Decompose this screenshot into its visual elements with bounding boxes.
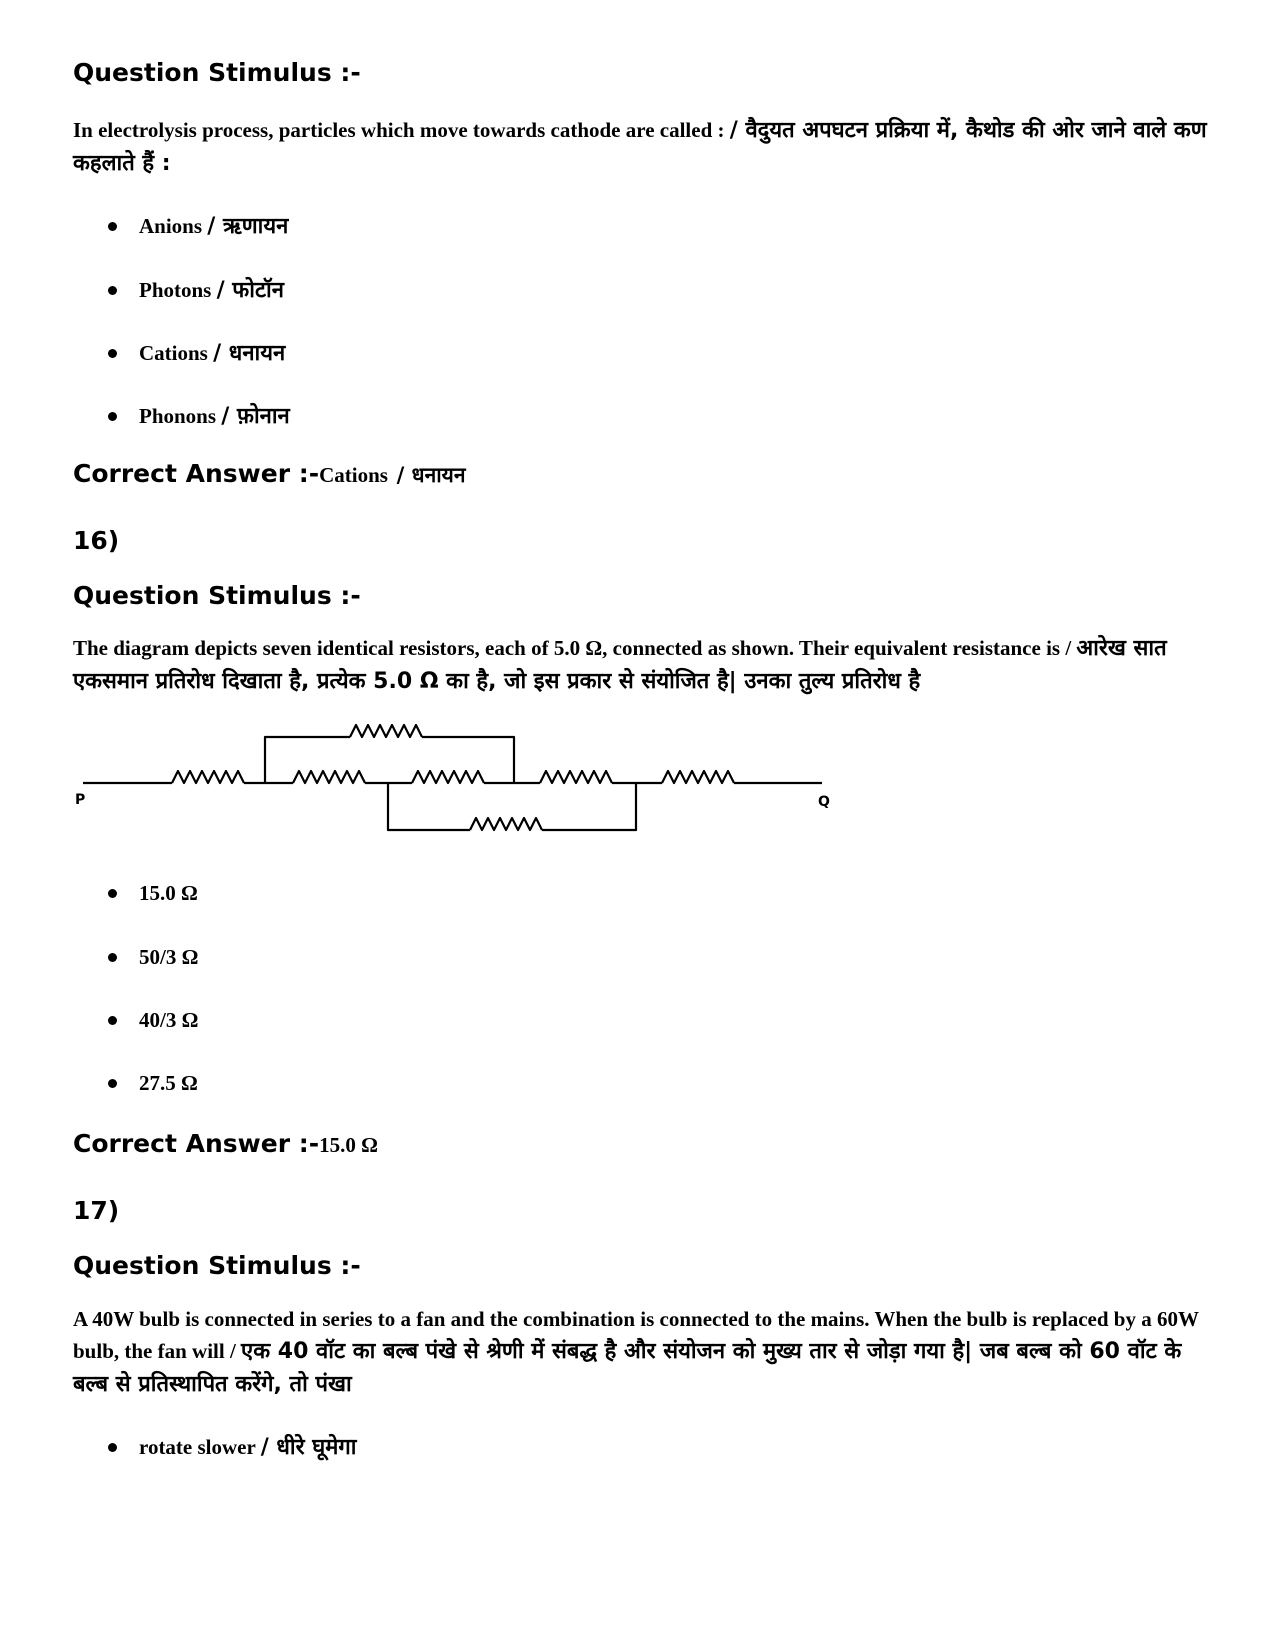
option-item (108, 400, 290, 430)
option-item (108, 1431, 357, 1461)
correct-answer-english: Cations (319, 463, 388, 487)
option-hindi: / फोटॉन (216, 278, 284, 303)
bullet-icon (108, 889, 117, 898)
option-english: 27.5 Ω (139, 1071, 198, 1095)
option-item (108, 1008, 198, 1033)
correct-answer-label: Correct Answer :- (73, 459, 320, 488)
option-item (108, 337, 285, 367)
option-english: rotate slower (139, 1435, 256, 1459)
question-stem-english: In electrolysis process, particles which move towards cathode are called : (73, 118, 730, 142)
bullet-icon (108, 1079, 117, 1088)
option-item (108, 945, 198, 970)
option-english: 50/3 Ω (139, 945, 199, 969)
option-item (108, 881, 198, 906)
question-number: 16) (73, 526, 120, 555)
question-stem (73, 1303, 1223, 1401)
resistor-icon (350, 725, 422, 737)
resistor-circuit-diagram (0, 700, 900, 860)
question-stem-english: The diagram depicts seven identical resistors, each of 5.0 Ω, connected as shown. Their equivalent resistance is / (73, 636, 1077, 660)
bullet-icon (108, 412, 117, 421)
correct-answer (73, 459, 466, 489)
correct-answer-english: 15.0 Ω (319, 1133, 378, 1157)
bullet-icon (108, 1443, 117, 1452)
bullet-icon (108, 1016, 117, 1025)
resistor-icon (293, 771, 365, 783)
resistor-icon (540, 771, 612, 783)
option-hindi: / ऋणायन (207, 214, 289, 239)
resistor-icon (662, 771, 734, 783)
question-number: 17) (73, 1196, 120, 1225)
resistor-icon (470, 818, 542, 830)
option-hindi: / धीरे घूमेगा (260, 1435, 357, 1460)
question-stem-english: A 40W bulb is connected in series to a fan and the combination is connected to the mains. When the bulb is replaced by a 60W bulb, the fan will / (73, 1307, 1199, 1363)
question-stem-hindi: / वैदुयत अपघटन प्रक्रिया में, कैथोड की ओर जाने वाले कण कहलाते हैं : (73, 118, 1207, 176)
question-stem (73, 114, 1223, 180)
bullet-icon (108, 953, 117, 962)
option-item (108, 1071, 198, 1096)
option-english: 15.0 Ω (139, 881, 198, 905)
option-english: 40/3 Ω (139, 1008, 199, 1032)
terminal-label-p: P (75, 792, 86, 808)
question-stem (73, 632, 1223, 698)
option-english: Cations (139, 341, 208, 365)
wire (542, 783, 636, 830)
option-item (108, 210, 288, 240)
terminal-label-q: Q (818, 794, 830, 810)
resistor-icon (412, 771, 484, 783)
correct-answer-label: Correct Answer :- (73, 1129, 320, 1158)
question-stimulus-heading: Question Stimulus :- (73, 58, 361, 87)
correct-answer (73, 1129, 378, 1158)
option-hindi: / धनायन (213, 341, 286, 366)
question-stem-hindi: आरेख सात एकसमान प्रतिरोध दिखाता है, प्रत्येक 5.0 Ω का है, जो इस प्रकार से संयोजित है| उनका तुल्य प्रतिरोध है (73, 636, 1167, 694)
resistor-icon (172, 771, 244, 783)
option-item (108, 274, 284, 304)
bullet-icon (108, 286, 117, 295)
wire (388, 783, 470, 830)
question-stem-hindi: एक 40 वॉट का बल्ब पंखे से श्रेणी में संबद्ध है और संयोजन को मुख्य तार से जोड़ा गया है| जब बल्ब को 60 वॉट के बल्ब से प्रतिस्थापित करेंगे, तो पंखा (73, 1339, 1182, 1397)
bullet-icon (108, 349, 117, 358)
option-english: Anions (139, 214, 203, 238)
question-stimulus-heading: Question Stimulus :- (73, 1251, 361, 1280)
correct-answer-hindi: / धनायन (396, 463, 466, 487)
option-hindi: / फ़ोनान (221, 404, 290, 429)
option-english: Photons (139, 278, 212, 302)
bullet-icon (108, 222, 117, 231)
option-english: Phonons (139, 404, 217, 428)
question-stimulus-heading: Question Stimulus :- (73, 581, 361, 610)
